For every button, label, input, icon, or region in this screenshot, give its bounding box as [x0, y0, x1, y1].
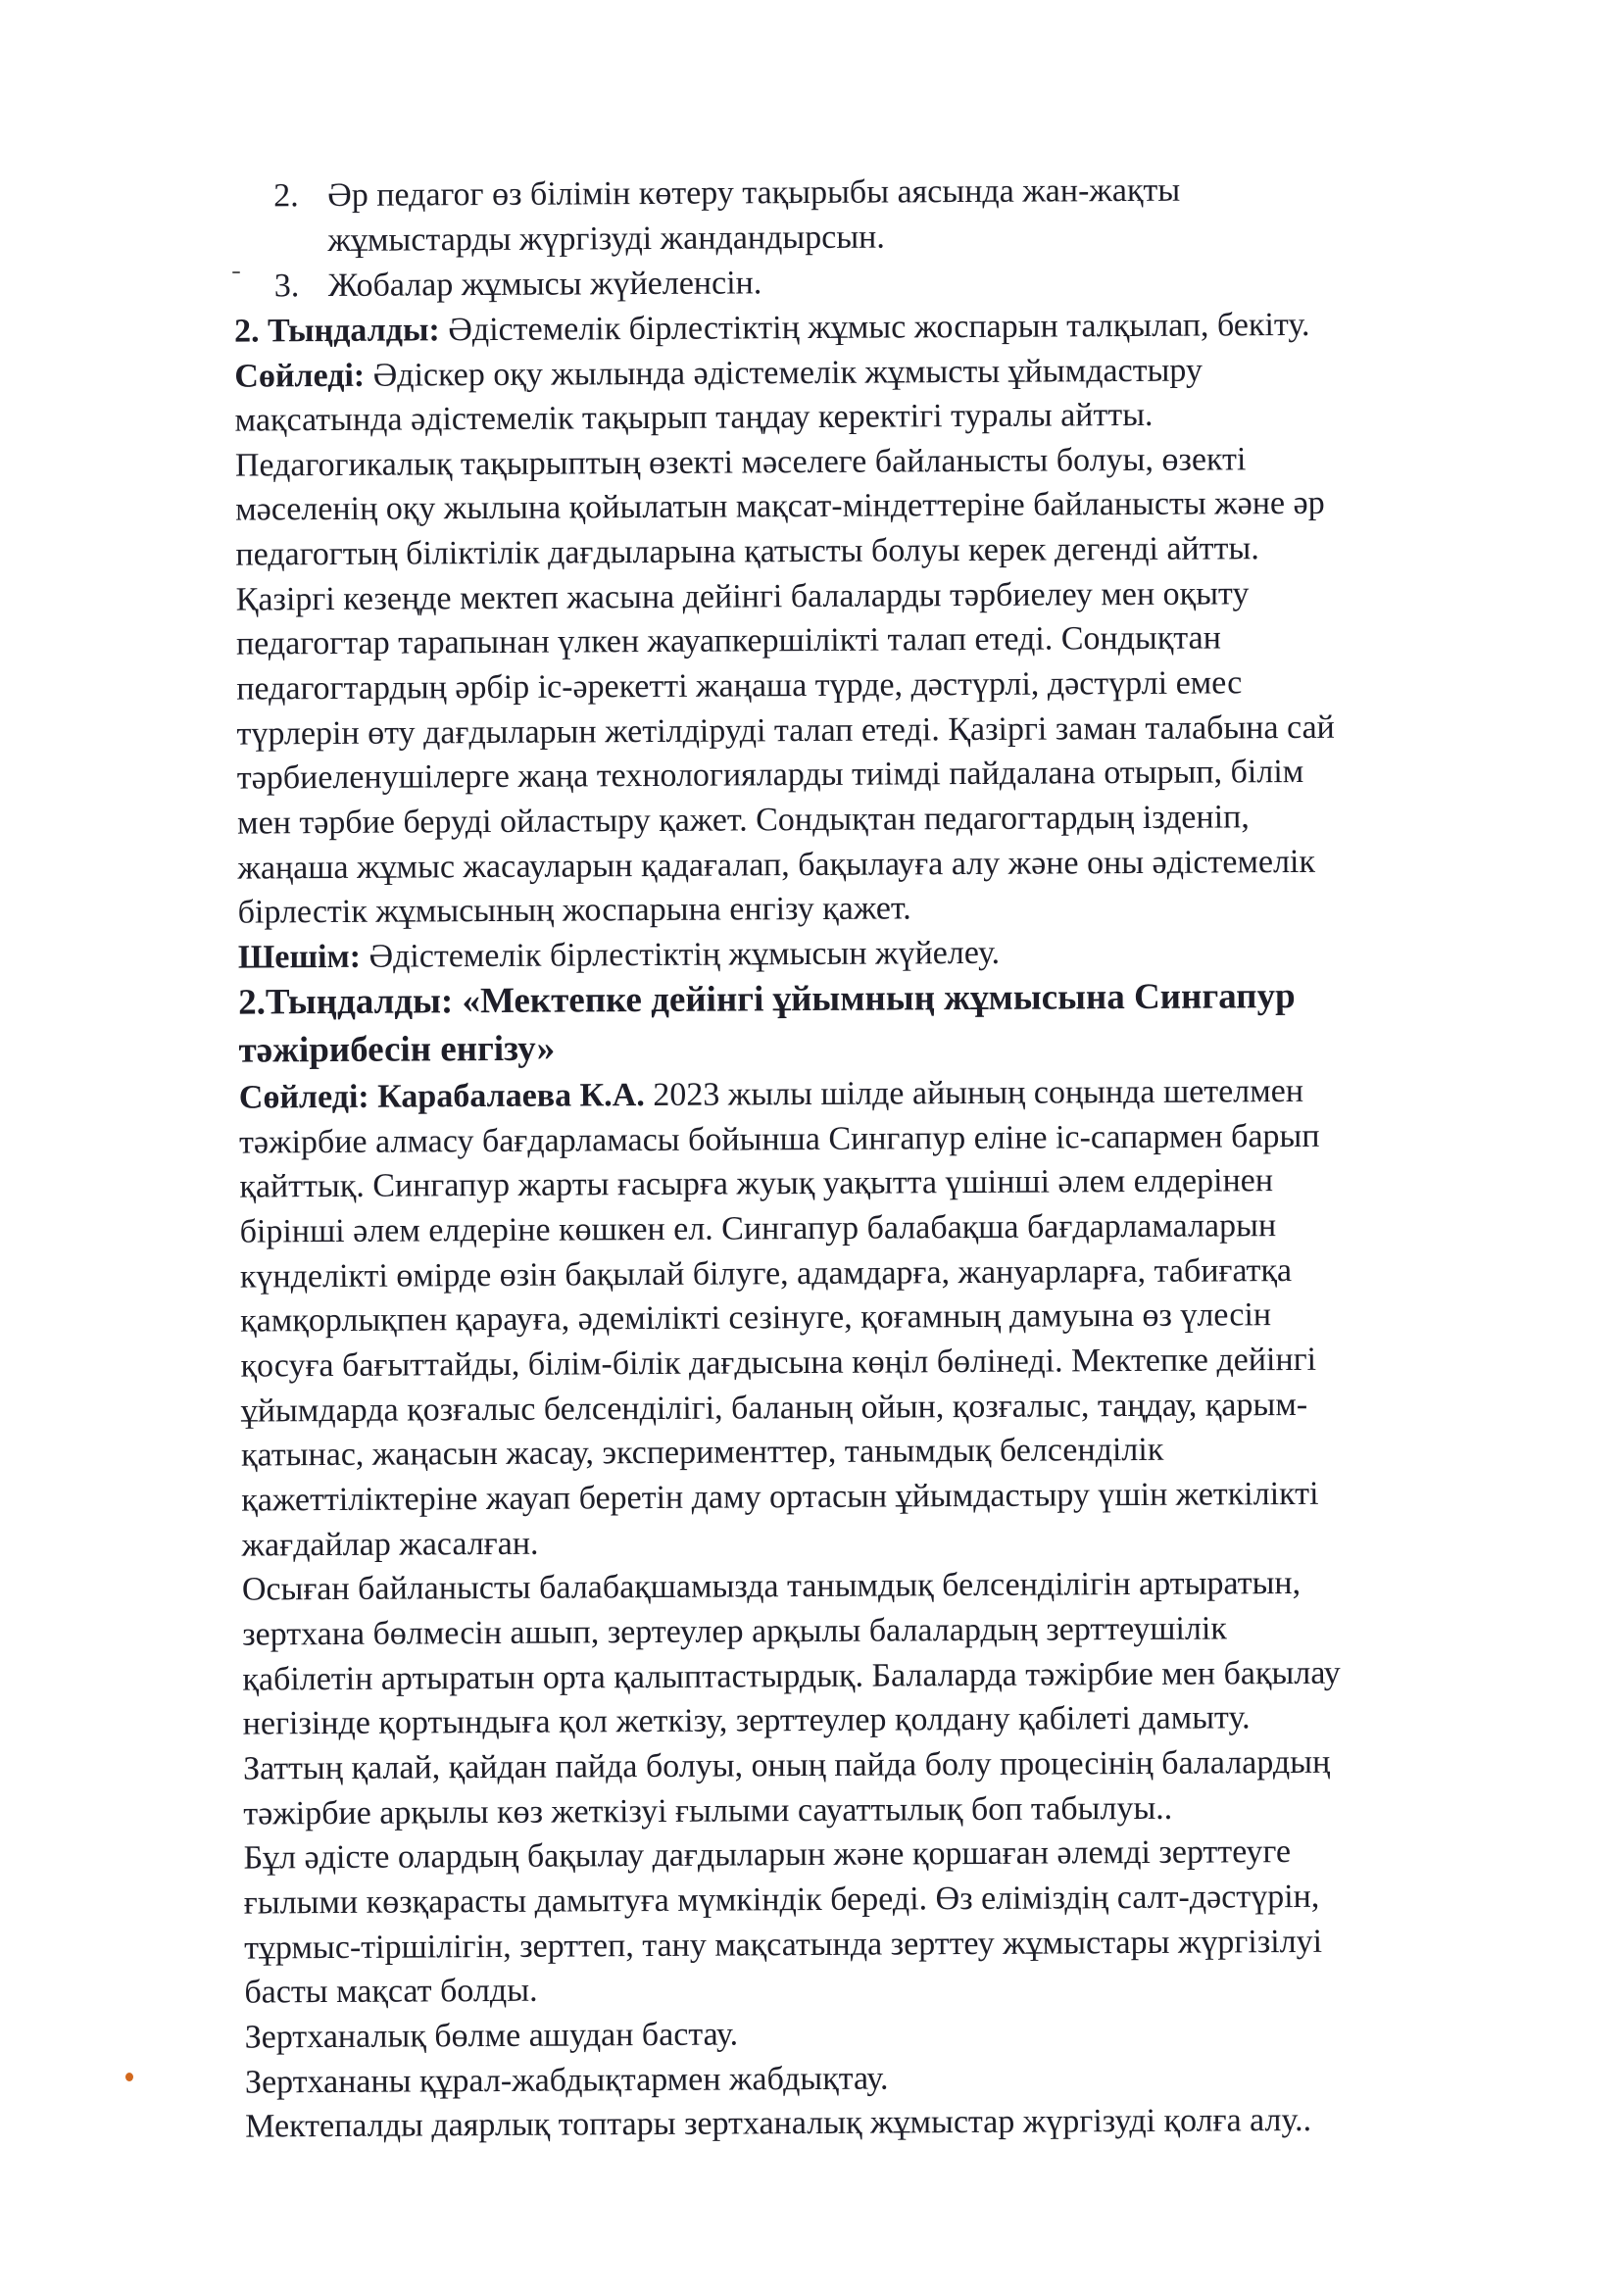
speaker-label: Сөйледі: Карабалаева К.А. — [238, 1077, 645, 1116]
body-line: Зертхананы құрал-жабдықтармен жабдықтау. — [244, 2060, 889, 2101]
body-line: қажеттіліктеріне жауап беретін даму ортасын ұйымдастыру үшін жеткілікті — [241, 1475, 1319, 1519]
speaker-line — [234, 352, 1203, 397]
body-line: қамқорлықпен қарауға, әдемілікті сезінуге, қоғамның дамуына өз үлесін — [240, 1296, 1272, 1340]
heard-label: 2. Тыңдалды: — [233, 312, 440, 350]
body-line: жаңаша жұмыс жасауларын қадағалап, бақылауға алу және оны әдістемелік — [237, 843, 1316, 887]
body-line: педагогтар тарапынан үлкен жауапкершілікті талап етеді. Сондықтан — [235, 619, 1222, 662]
body-line: Осыған байланысты балабақшамызда танымдық белсенділігін артыратын, — [241, 1564, 1302, 1608]
body-line: мақсатында әдістемелік тақырып таңдау керектігі туралы айтты. — [234, 396, 1154, 439]
body-line: тәжірбие алмасу бағдарламасы бойынша Сингапур еліне іс-сапармен барып — [238, 1117, 1320, 1161]
body-line: Зертханалық бөлме ашудан бастау. — [244, 2016, 739, 2056]
body-line: Заттың қалай, қайдан пайда болуы, оның пайда болу процесінің балалардың — [242, 1743, 1331, 1787]
list-item — [274, 264, 762, 306]
list-text: Әр педагог өз білімін көтеру тақырыбы аясында жан-жақты — [327, 171, 1181, 215]
body-line: педагогтардың әрбір іс-әрекетті жаңаша түрде, дәстүрлі, дәстүрлі емес — [236, 664, 1243, 708]
list-number: 2. — [273, 177, 299, 215]
body-line: Мектепалды даярлық топтары зертханалық жұмыстар жүргізуді қолға алу.. — [245, 2101, 1312, 2145]
body-line: бірлестік жұмысының жоспарына енгізу қажет. — [237, 890, 911, 931]
body-line: тұрмыс-тіршілігін, зерттеп, тану мақсатында зерттеу жұмыстары жүргізілуі — [244, 1923, 1323, 1967]
body-line: педагогтың біліктілік дағдыларына қатысты болуы керек дегенді айтты. — [235, 530, 1259, 573]
body-line: мен тәрбие беруді ойластыру қажет. Сондықтан педагогтардың ізденіп, — [237, 799, 1250, 842]
body-line: мәселенің оқу жылына қойылатын мақсат-міндеттеріне байланысты және әр — [235, 484, 1325, 528]
body-line: түрлерін өту дағдыларын жетілдіруді талап етеді. Қазіргі заман талабына сай — [236, 708, 1335, 753]
body-line: тәжірбие арқылы көз жеткізуі ғылыми сауаттылық боп табылуы.. — [243, 1789, 1173, 1832]
body-line: бірінші әлем елдеріне көшкен ел. Сингапур балабақша бағдарламаларын — [239, 1207, 1277, 1250]
body-line: жағдайлар жасалған. — [241, 1525, 539, 1564]
list-text: Жобалар жұмысы жүйеленсін. — [327, 265, 762, 305]
body-line: зертхана бөлмесін ашып, зертеулер арқылы балалардың зерттеушілік — [242, 1610, 1227, 1653]
scan-speck — [232, 271, 240, 273]
speaker-text: Әдіскер оқу жылында әдістемелік жұмысты ұйымдастыру — [372, 352, 1203, 394]
heard-line — [234, 306, 1310, 352]
decision-text: Әдістемелік бірлестіктің жұмысын жүйелеу. — [368, 934, 1001, 975]
body-line: Педагогикалық тақырыптың өзекті мәселеге байланысты болуы, өзекті — [234, 441, 1247, 484]
body-line: басты мақсат болды. — [244, 1972, 538, 2011]
body-line: ұйымдарда қозғалыс белсенділігі, баланың ойын, қозғалыс, таңдау, қарым- — [240, 1386, 1308, 1430]
body-line: қатынас, жаңасын жасау, эксперименттер, танымдық белсенділік — [240, 1431, 1164, 1474]
heard-text: Әдістемелік бірлестіктің жұмыс жоспарын талқылап, бекіту. — [448, 306, 1310, 349]
section-heading: 2.Тыңдалды: «Мектепке дейінгі ұйымның жұмысына Сингапур — [238, 975, 1296, 1023]
speaker-text: 2023 жылы шілде айының соңында шетелмен — [653, 1072, 1304, 1114]
scan-dot — [125, 2073, 133, 2081]
body-line: қосуға бағыттайды, білім-білік дағдысына көңіл бөлінеді. Мектепке дейінгі — [240, 1341, 1317, 1385]
body-line: қайттық. Сингапур жарты ғасырға жуық уақытта үшінші әлем елдерінен — [239, 1162, 1274, 1205]
body-line: негізінде қортындыға қол жеткізу, зерттеулер қолдану қабілеті дамыту. — [242, 1699, 1251, 1742]
list-item — [273, 171, 1180, 217]
body-line: Қазіргі кезеңде мектеп жасына дейінгі балаларды тәрбиелеу мен оқыту — [235, 575, 1250, 618]
decision-label: Шешім: — [237, 938, 362, 976]
body-line: ғылыми көзқарасты дамытуға мүмкіндік береді. Өз еліміздің салт-дәстүрін, — [243, 1878, 1320, 1922]
section-heading-continuation: тәжірибесін енгізу» — [238, 1028, 556, 1071]
speaker-line — [239, 1072, 1303, 1118]
body-line: қабілетін артыратын орта қалыптастырдық. Балаларда тәжірбие мен бақылау — [242, 1654, 1341, 1698]
body-line: күнделікті өмірде өзін бақылай білуге, адамдарға, жануарларға, табиғатқа — [239, 1252, 1293, 1295]
list-item-continuation: жұмыстарды жүргізуді жандандырсын. — [327, 219, 885, 260]
decision-line — [238, 934, 1000, 978]
body-line: Бұл әдісте олардың бақылау дағдыларын және қоршаған әлемді зерттеуге — [243, 1833, 1292, 1877]
speaker-label: Сөйледі: — [234, 357, 366, 395]
list-number: 3. — [273, 268, 300, 305]
body-line: тәрбиеленушілерге жаңа технологияларды тиімді пайдалана отырып, білім — [236, 753, 1304, 797]
